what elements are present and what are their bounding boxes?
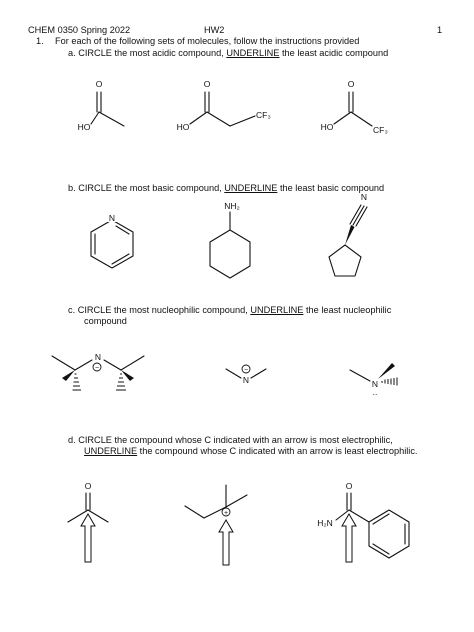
- wedge-bond: [345, 225, 355, 245]
- bond: [373, 544, 389, 554]
- pyridine-ring: [91, 220, 133, 268]
- tfa-o-label: O: [347, 79, 355, 89]
- electrophile-arrow: [342, 514, 356, 562]
- page-number: 1: [437, 25, 443, 35]
- pyridine-n-label: N: [108, 213, 116, 223]
- hash-bond: [73, 374, 82, 390]
- wedge-bond: [62, 370, 75, 381]
- diisopropylamide-anion-structure: [52, 352, 144, 390]
- bond: [373, 514, 389, 524]
- bond: [336, 510, 349, 520]
- bond: [226, 495, 247, 507]
- bond: [52, 356, 75, 370]
- trifluoropropanoic-acid-structure: [177, 79, 271, 132]
- part-c-underline-word: UNDERLINE: [250, 305, 304, 315]
- bond: [99, 112, 124, 126]
- bond: [226, 369, 241, 378]
- bond: [91, 112, 99, 124]
- wedge-bond: [378, 363, 395, 379]
- lone-pair: ..: [372, 387, 378, 397]
- carbocation-structure: [185, 485, 247, 518]
- part-c-letter: c.: [68, 305, 76, 315]
- course-title: CHEM 0350 Spring 2022: [28, 25, 131, 35]
- part-c-tail-text: the least nucleophilic: [306, 305, 392, 315]
- part-a-tail-text: the least acidic compound: [282, 48, 389, 58]
- negative-charge-sign: −: [243, 367, 249, 374]
- bond: [351, 112, 372, 126]
- part-d-letter: d.: [68, 435, 76, 445]
- part-b-circle-text: CIRCLE the most basic compound,: [78, 183, 222, 193]
- question-1-number: 1.: [36, 36, 44, 46]
- dimethylamide-n-label: N: [242, 375, 250, 385]
- bond: [251, 369, 266, 378]
- bond: [112, 254, 129, 264]
- bond: [121, 356, 144, 370]
- part-a-letter: a.: [68, 48, 76, 58]
- part-c-instruction-line2: compound: [84, 316, 127, 326]
- bond: [349, 510, 369, 522]
- part-b-letter: b.: [68, 183, 76, 193]
- trimethylamine-n-label: N: [371, 379, 379, 389]
- tfa-ho-label: HO: [320, 122, 334, 132]
- wedge-bond: [121, 370, 134, 381]
- bond: [116, 226, 129, 234]
- cyclohexylamine-structure: [210, 201, 250, 278]
- trifluoroacetic-structure: [321, 79, 388, 135]
- cyclopentanecarbonitrile-structure: [329, 192, 367, 276]
- amide-n-label: N: [94, 352, 102, 362]
- nitrile-n-label: N: [360, 192, 368, 202]
- cyclohexane-ring: [210, 230, 250, 278]
- bond: [350, 370, 370, 381]
- tfa-cf3-label: CF₃: [373, 125, 388, 135]
- part-b-underline-word: UNDERLINE: [224, 183, 278, 193]
- bond: [230, 116, 255, 126]
- tfpa-ho-label: HO: [176, 122, 190, 132]
- part-d-underline-word: UNDERLINE: [84, 446, 138, 456]
- assignment-title: HW2: [204, 25, 225, 35]
- bond: [88, 510, 108, 522]
- negative-charge-sign: −: [94, 365, 100, 372]
- arrow-up-icon: [81, 514, 95, 562]
- arrow-up-icon: [219, 520, 233, 565]
- cyclopentane-ring: [329, 245, 361, 276]
- acetic-acid-ho-label: HO: [77, 122, 91, 132]
- part-c-circle-text: CIRCLE the most nucleophilic compound,: [77, 305, 248, 315]
- dimethylamide-anion-structure: [226, 365, 266, 385]
- acetone-structure: [68, 481, 108, 522]
- tfpa-cf3-label: CF₃: [256, 110, 271, 120]
- bond: [104, 360, 121, 370]
- benzamide-h2n-label: H₂N: [317, 518, 333, 528]
- pyridine-structure: [91, 212, 133, 268]
- bond: [334, 112, 351, 124]
- part-b-tail-text: the least basic compound: [279, 183, 385, 193]
- trimethylamine-structure: [350, 363, 397, 397]
- part-d-line2-tail: the compound whose C indicated with an arrow is least electrophilic.: [139, 446, 418, 456]
- bond: [207, 112, 230, 126]
- tfpa-o-label: O: [203, 79, 211, 89]
- question-1-prompt: For each of the following sets of molecules, follow the instructions provided: [55, 36, 360, 46]
- acetic-acid-o-label: O: [95, 79, 103, 89]
- hash-bond: [116, 374, 126, 390]
- bond: [68, 510, 88, 522]
- benzamide-o-label: O: [345, 481, 353, 491]
- hash-bond: [382, 378, 397, 386]
- part-a-underline-word: UNDERLINE: [226, 48, 280, 58]
- arrow-up-icon: [342, 514, 356, 562]
- benzamide-structure: [317, 481, 409, 558]
- bond: [190, 112, 207, 124]
- electrophile-arrow: [81, 514, 95, 562]
- bond: [75, 360, 92, 370]
- acetic-acid-structure: [78, 79, 124, 132]
- positive-charge-sign: +: [223, 510, 229, 517]
- bond: [185, 506, 204, 518]
- acetone-o-label: O: [84, 481, 92, 491]
- part-d-line1: CIRCLE the compound whose C indicated with an arrow is most electrophilic,: [78, 435, 393, 445]
- electrophile-arrow: [219, 520, 233, 565]
- cyclohexylamine-nh2-label: NH₂: [224, 201, 240, 211]
- part-a-circle-text: CIRCLE the most acidic compound,: [78, 48, 224, 58]
- benzene-ring: [369, 510, 409, 558]
